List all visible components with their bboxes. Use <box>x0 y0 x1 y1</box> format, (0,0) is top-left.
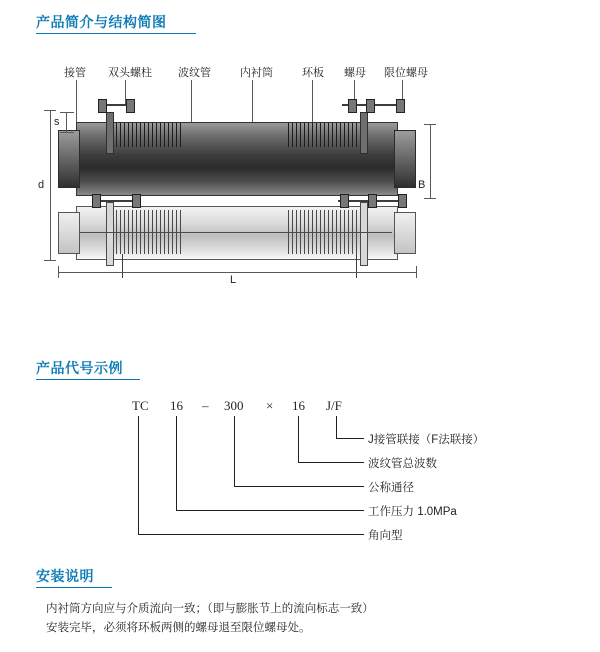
code-line-diameter <box>234 416 235 486</box>
nut-lower-right-a <box>340 194 349 208</box>
section-rule-code <box>36 379 140 380</box>
ring-plate-lower-right <box>360 202 368 266</box>
callout-label-stud-bolt: 双头螺柱 <box>108 67 152 79</box>
section-rule-structure <box>36 33 196 34</box>
nut-lower-right-b <box>398 194 407 208</box>
code-line-pressure <box>176 416 177 510</box>
code-leg-joint <box>336 438 364 439</box>
dim-tick-b-bottom <box>424 198 436 199</box>
code-token-joint: J/F <box>326 398 342 413</box>
leader-ring-plate <box>312 80 313 122</box>
connector-right-lower <box>394 212 416 254</box>
ring-plate-lower-left <box>106 202 114 266</box>
dim-line-b <box>430 124 431 198</box>
code-leg-series <box>138 534 364 535</box>
section-rule-install <box>36 587 112 588</box>
nut-lower-left-a <box>92 194 101 208</box>
nut-lower-left-b <box>132 194 141 208</box>
bellows-pack-upper-left <box>112 123 184 147</box>
code-leg-waves <box>298 462 364 463</box>
code-desc-pressure: 工作压力 1.0MPa <box>368 506 457 518</box>
bellows-pack-upper-right <box>288 123 360 147</box>
code-desc-series: 角向型 <box>368 530 403 542</box>
leader-bellows <box>191 80 192 124</box>
section-title-code: 产品代号示例 <box>36 360 123 376</box>
section-title-install: 安装说明 <box>36 568 94 584</box>
code-token-dash: – <box>202 398 209 413</box>
code-token-series: TC <box>132 398 149 413</box>
leader-connector <box>76 80 77 122</box>
dim-line-l <box>58 272 416 273</box>
code-token-times: × <box>266 398 274 413</box>
dim-label-l: L <box>230 274 237 286</box>
dim-tick-s-bottom <box>60 132 74 133</box>
dim-label-s: s <box>54 116 60 128</box>
connector-right <box>394 130 416 188</box>
nut-upper-right-b <box>396 99 405 113</box>
code-leg-diameter <box>234 486 364 487</box>
nut-upper-right-a <box>348 99 357 113</box>
code-line-joint <box>336 416 337 438</box>
dim-line-s <box>66 112 67 132</box>
code-token-diameter: 300 <box>224 398 244 413</box>
dim-label-b: B <box>418 179 426 191</box>
connector-left-lower <box>58 212 80 254</box>
code-desc-diameter: 公称通径 <box>368 482 414 494</box>
connector-left <box>58 130 80 188</box>
ring-plate-upper-right <box>360 112 368 154</box>
callout-label-nut: 螺母 <box>344 67 366 79</box>
dim-tick-d-bottom <box>44 260 56 261</box>
dim-label-d: d <box>38 179 45 191</box>
stud-drop-right <box>356 254 357 278</box>
dim-tick-d-top <box>44 110 56 111</box>
nut-upper-left-a <box>98 99 107 113</box>
installation-note-line-1: 内衬筒方向应与介质流向一致；（即与膨胀节上的流向标志一致） <box>46 603 374 615</box>
code-desc-joint: J接管联接（F法联接） <box>368 434 485 446</box>
limit-nut-lower-right <box>368 194 377 208</box>
nut-upper-left-b <box>126 99 135 113</box>
callout-label-limit-nut: 限位螺母 <box>384 67 428 79</box>
code-desc-waves: 波纹管总波数 <box>368 458 437 470</box>
callout-label-liner: 内衬筒 <box>240 67 273 79</box>
structure-diagram <box>36 64 536 294</box>
code-line-waves <box>298 416 299 462</box>
code-line-series <box>138 416 139 534</box>
section-title-structure: 产品简介与结构简图 <box>36 14 167 30</box>
callout-label-ring-plate: 环板 <box>302 67 324 79</box>
code-token-waves: 16 <box>292 398 305 413</box>
code-token-pressure: 16 <box>170 398 183 413</box>
dim-line-d <box>50 110 51 260</box>
installation-note-line-2: 安装完毕，必须将环板两侧的螺母退至限位螺母处。 <box>46 622 311 634</box>
product-code-diagram <box>36 398 556 542</box>
limit-nut-upper-right <box>366 99 375 113</box>
installation-notes <box>46 600 566 638</box>
callout-label-connector: 接管 <box>64 67 86 79</box>
dim-tick-l-right <box>416 266 417 278</box>
code-leg-pressure <box>176 510 364 511</box>
ring-plate-upper-left <box>106 112 114 154</box>
dim-tick-s-top <box>60 112 74 113</box>
callout-label-bellows: 波纹管 <box>178 67 211 79</box>
dim-tick-b-top <box>424 124 436 125</box>
dim-tick-l-left <box>58 266 59 278</box>
stud-drop-left <box>122 254 123 278</box>
center-axis-lower <box>80 232 392 233</box>
